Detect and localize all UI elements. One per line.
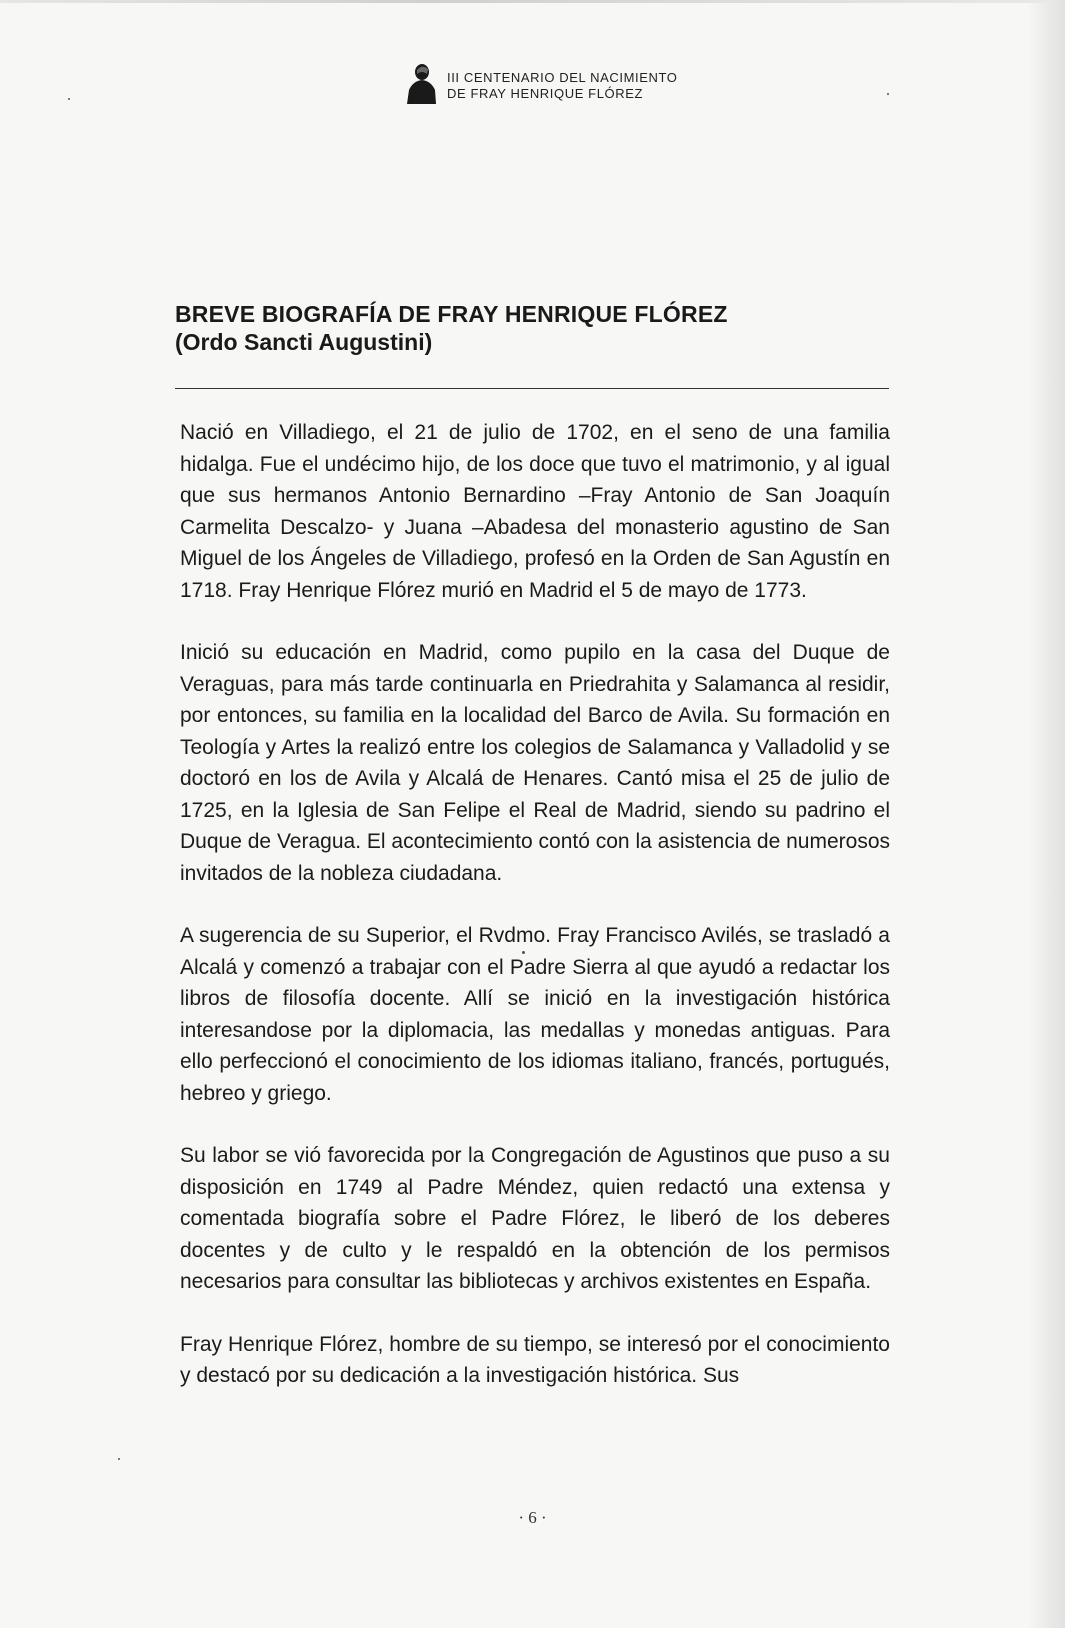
title-block: [175, 300, 895, 356]
scan-speck: [118, 1458, 120, 1460]
page-title: BREVE BIOGRAFÍA DE FRAY HENRIQUE FLÓREZ: [175, 301, 728, 327]
page-header: [405, 60, 677, 104]
title-divider: [175, 388, 889, 389]
paragraph: Inició su educación en Madrid, como pupilo en la casa del Duque de Veraguas, para más tarde continuarla en Priedrahita y Salamanca al residir, por entonces, su familia en la localidad del Barco de Avila. Su formación en Teología y Artes la realizó entre los colegios de Salamanca y Valladolid y se doctoró en los de Avila y Alcalá de Henares. Cantó misa el 25 de julio de 1725, en la Iglesia de San Felipe el Real de Madrid, siendo su padrino el Duque de Veragua. El acontecimiento contó con la asistencia de numerosos invitados de la nobleza ciudadana.: [180, 641, 890, 885]
scan-speck: [522, 951, 525, 954]
scan-speck: [68, 98, 70, 100]
scan-edge-top: [0, 0, 1065, 3]
scan-edge-right: [1027, 0, 1065, 1628]
body-text: [180, 417, 890, 1423]
paragraph: Fray Henrique Flórez, hombre de su tiempo, se interesó por el conocimiento y destacó por su dedicación a la investigación histórica. Sus: [180, 1332, 890, 1387]
portrait-logo-icon: [405, 60, 437, 104]
header-line-2: DE FRAY HENRIQUE FLÓREZ: [447, 86, 644, 101]
scan-speck: [887, 93, 889, 95]
header-caption: [447, 60, 677, 102]
page-number: · 6 ·: [518, 1508, 547, 1527]
paragraph: Su labor se vió favorecida por la Congregación de Agustinos que puso a su disposición en 1749 al Padre Méndez, quien redactó una extensa y comentada biografía sobre el Padre Flórez, le liberó de los deberes docentes y de culto y le respaldó en la obtención de los permisos necesarios para consultar las bibliotecas y archivos existentes en España.: [180, 1144, 890, 1293]
header-line-1: III CENTENARIO DEL NACIMIENTO: [447, 70, 678, 85]
paragraph: A sugerencia de su Superior, el Rvdmo. Fray Francisco Avilés, se trasladó a Alcalá y comenzó a trabajar con el Padre Sierra al que ayudó a redactar los libros de filosofía docente. Allí se inició en la investigación histórica interesandose por la diplomacia, las medallas y monedas antiguas. Para ello perfeccionó el conocimiento de los idiomas italiano, francés, portugués, hebreo y griego.: [180, 924, 890, 1105]
paragraph: Nació en Villadiego, el 21 de julio de 1702, en el seno de una familia hidalga. Fue el undécimo hijo, de los doce que tuvo el matrimonio, y al igual que sus hermanos Antonio Bernardino –Fray Antonio de San Joaquín Carmelita Descalzo- y Juana –Abadesa del monasterio agustino de San Miguel de los Ángeles de Villadiego, profesó en la Orden de San Agustín en 1718. Fray Henrique Flórez murió en Madrid el 5 de mayo de 1773.: [180, 421, 890, 602]
page-subtitle: (Ordo Sancti Augustini): [175, 329, 433, 355]
